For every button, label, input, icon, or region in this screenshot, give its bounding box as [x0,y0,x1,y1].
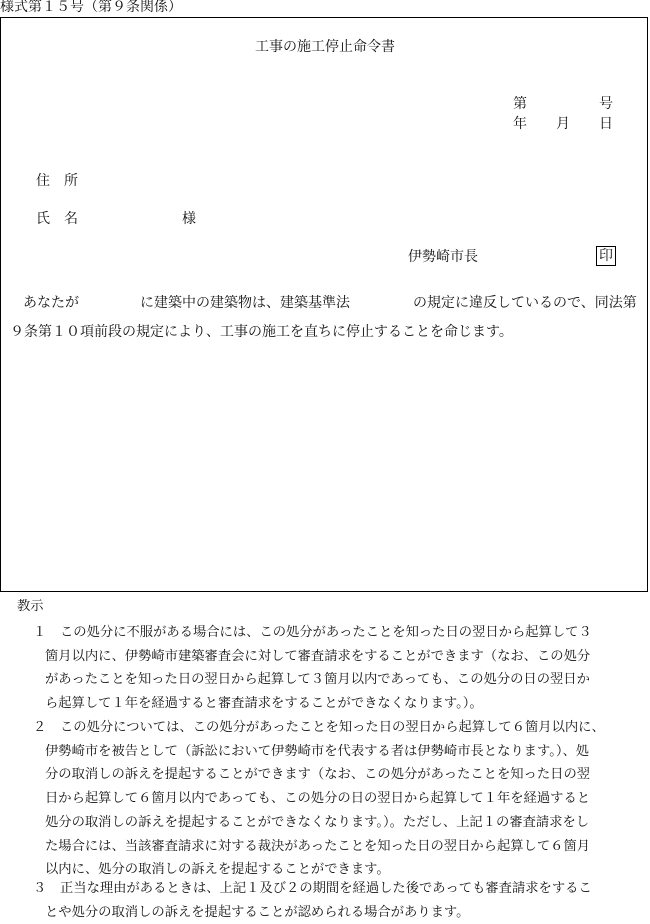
note-line: 正当な理由があるときは、上記１及び２の期間を経過した後であっても審査請求をするこ [60,881,592,896]
note-line: とや処分の取消しの訴えを提起することが認められる場合があります。 [45,904,470,920]
note-line: 分の取消しの訴えを提起することができます（なお、この処分があったことを知った日の翌 [45,767,591,783]
note-line: 日から起算して６箇月以内であっても、この処分の日の翌日から起算して１年を経過すると [45,791,591,807]
seal-stamp: 印 [596,246,616,266]
form-number: 様式第１５号（第９条関係） [0,0,182,15]
body-line1-part2: に建築中の建築物は、建築基準法 [140,295,350,311]
address-label: 住 所 [36,173,78,189]
note-line: 箇月以内に、伊勢崎市建築審査会に対して審査請求をすることができます（なお、この処分 [45,648,591,664]
note-item-1 [33,621,592,716]
note-number: ２ [33,720,47,735]
note-line: があったことを知った日の翌日から起算して３箇月以内であっても、この処分の日の翌日か [45,672,590,688]
issuer-title: 伊勢崎市長 [408,249,478,265]
note-line: ら起算して１年を経過すると審査請求をすることができなくなります。）。 [45,696,483,712]
document-title: 工事の施工停止命令書 [255,39,395,55]
note-item-2 [33,716,605,882]
body-line1-part3: の規定に違反しているので、同法第 [413,295,637,311]
notes-heading: 教示 [17,599,44,614]
note-line: この処分に不服がある場合には、この処分があったことを知った日の翌日から起算して３ [60,625,592,640]
body-line2: ９条第１０項前段の規定により、工事の施工を直ちに停止することを命じます。 [10,324,513,340]
doc-number-go: 号 [599,96,613,112]
name-label: 氏 名 [36,211,78,227]
note-line: 伊勢崎市を被告として（訴訟において伊勢崎市を代表する者は伊勢崎市長となります。）、処 [45,743,590,759]
honorific-sama: 様 [182,211,196,227]
note-item-3 [33,877,592,924]
date-month: 月 [556,116,570,132]
doc-number-dai: 第 [513,96,527,112]
date-year: 年 [513,116,527,132]
note-line: 処分の取消しの訴えを提起することができなくなります。）。ただし、上記１の審査請求をし [45,814,590,830]
note-number: ３ [33,881,47,896]
note-line: この処分については、この処分があったことを知った日の翌日から起算して６箇月以内に、 [60,720,605,735]
note-number: １ [33,625,47,640]
date-day: 日 [599,116,613,132]
body-line1-part1: あなたが [23,295,79,311]
note-line: た場合には、当該審査請求に対する裁決があったことを知った日の翌日から起算して６箇月 [45,838,591,854]
note-line: 以内に、処分の取消しの訴えを提起することができます。 [45,862,390,878]
